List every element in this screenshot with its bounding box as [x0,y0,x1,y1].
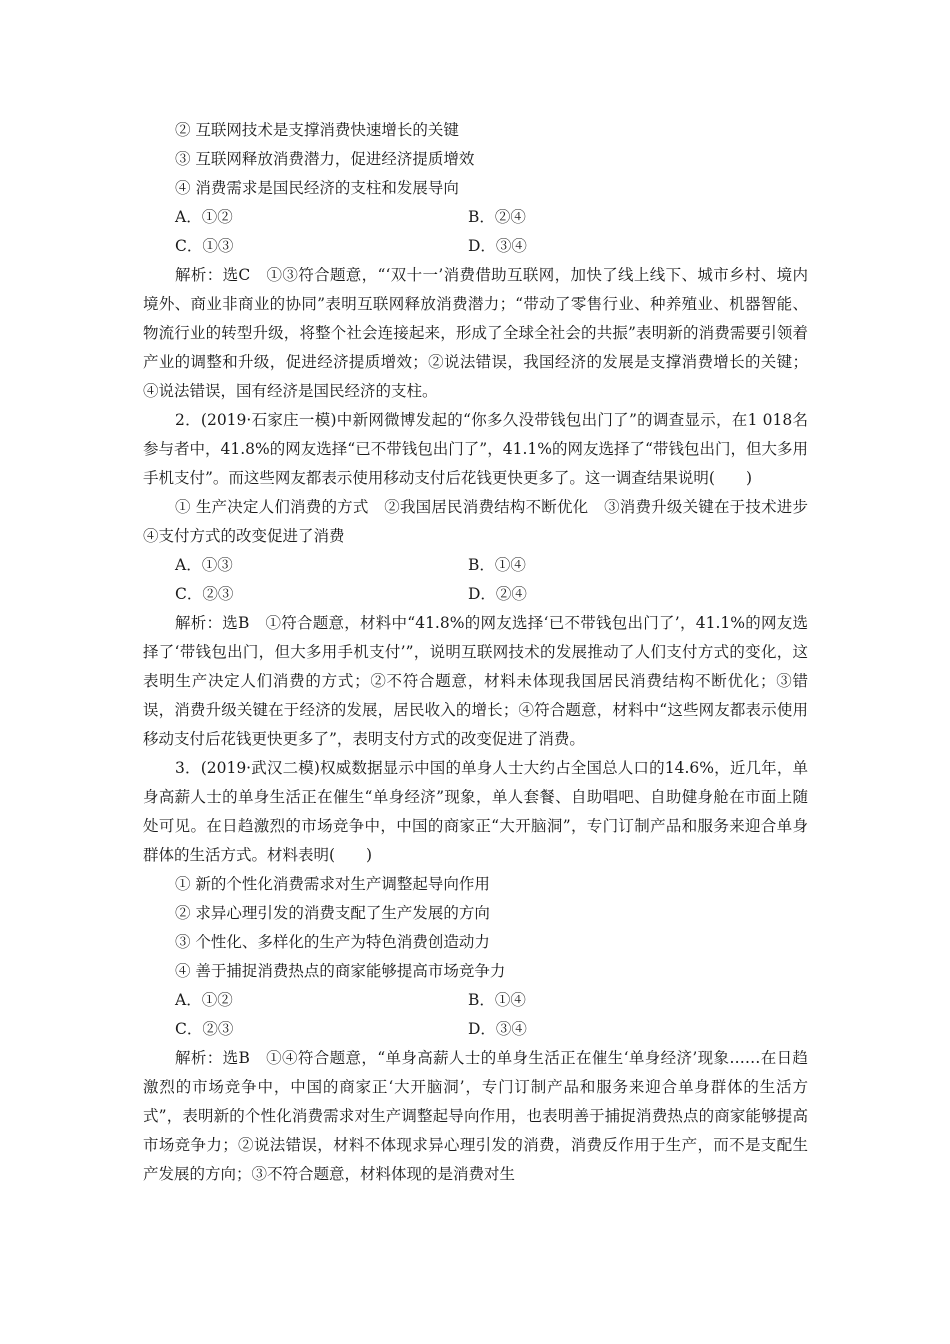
q1-options-row-2 [143,232,808,261]
q2-option-d: D．②④ [468,585,527,603]
q1-item-4: ④ 消费需求是国民经济的支柱和发展导向 [175,179,459,197]
q2-option-b: B．①④ [468,556,526,574]
q1-option-d: D．③④ [468,237,527,255]
q3-stem: 3．(2019·武汉二模)权威数据显示中国的单身人士大约占全国总人口的14.6%，近几年，单身高薪人士的单身生活正在催生“单身经济”现象，单人套餐、自助唱吧、自助健身舱在市面上随处可见。在日趋激烈的市场竞争中，中国的商家正“大开脑洞”，专门订制产品和服务来迎合单身群体的生活方式。材料表明( ) [143,759,808,864]
q1-option-c: C．①③ [175,237,234,255]
q3-option-c: C．②③ [175,1020,234,1038]
q1-item-3: ③ 互联网释放消费潜力，促进经济提质增效 [175,150,475,168]
q2-option-c: C．②③ [175,585,234,603]
q2-analysis: 解析：选B ①符合题意，材料中“41.8%的网友选择‘已不带钱包出门了’，41.1%的网友选择了‘带钱包出门，但大多用手机支付’”，说明互联网技术的发展推动了人们支付方式的变化，这表明生产决定人们消费的方式；②不符合题意，材料未体现我国居民消费结构不断优化；③错误，消费升级关键在于经济的发展，居民收入的增长；④符合题意，材料中“这些网友都表示使用移动支付后花钱更快更多了”，表明支付方式的改变促进了消费。 [143,614,808,748]
q3-item-3: ③ 个性化、多样化的生产为特色消费创造动力 [175,933,490,951]
q2-stem: 2．(2019·石家庄一模)中新网微博发起的“你多久没带钱包出门了”的调查显示，在1 018名参与者中，41.8%的网友选择“已不带钱包出门了”，41.1%的网友选择了“带钱包出门，但大多用手机支付”。而这些网友都表示使用移动支付后花钱更快更多了。这一调查结果说明( ) [143,411,808,487]
q3-option-d: D．③④ [468,1020,527,1038]
q3-options-row-2 [143,1015,808,1044]
q2-items: ① 生产决定人们消费的方式 ②我国居民消费结构不断优化 ③消费升级关键在于技术进步 ④支付方式的改变促进了消费 [143,498,824,545]
q3-item-4: ④ 善于捕捉消费热点的商家能够提高市场竞争力 [175,962,506,980]
q1-options-row-1 [143,203,808,232]
q3-item-1: ① 新的个性化消费需求对生产调整起导向作用 [175,875,490,893]
q1-analysis: 解析：选C ①③符合题意，“‘双十一’消费借助互联网，加快了线上线下、城市乡村、境内境外、商业非商业的协同”表明互联网释放消费潜力；“带动了零售行业、种养殖业、机器智能、物流行业的转型升级，将整个社会连接起来，形成了全球全社会的共振”表明新的消费需要引领着产业的调整和升级，促进经济提质增效；②说法错误，我国经济的发展是支撑消费增长的关键；④说法错误，国有经济是国民经济的支柱。 [143,266,808,400]
q1-option-b: B．②④ [468,208,526,226]
q2-options-row-1 [143,551,808,580]
q2-options-row-2 [143,580,808,609]
q3-option-b: B．①④ [468,991,526,1009]
q3-options-row-1 [143,986,808,1015]
q1-option-a: A．①② [175,208,233,226]
q3-analysis: 解析：选B ①④符合题意，“单身高薪人士的单身生活正在催生‘单身经济’现象……在日趋激烈的市场竞争中，中国的商家正‘大开脑洞’，专门订制产品和服务来迎合单身群体的生活方式”，表明新的个性化消费需求对生产调整起导向作用，也表明善于捕捉消费热点的商家能够提高市场竞争力；②说法错误，材料不体现求异心理引发的消费，消费反作用于生产，而不是支配生产发展的方向；③不符合题意，材料体现的是消费对生 [143,1049,808,1183]
document-page [143,116,824,1189]
q1-item-2: ② 互联网技术是支撑消费快速增长的关键 [175,121,459,139]
q3-option-a: A．①② [175,991,233,1009]
q3-item-2: ② 求异心理引发的消费支配了生产发展的方向 [175,904,490,922]
q2-option-a: A．①③ [175,556,233,574]
